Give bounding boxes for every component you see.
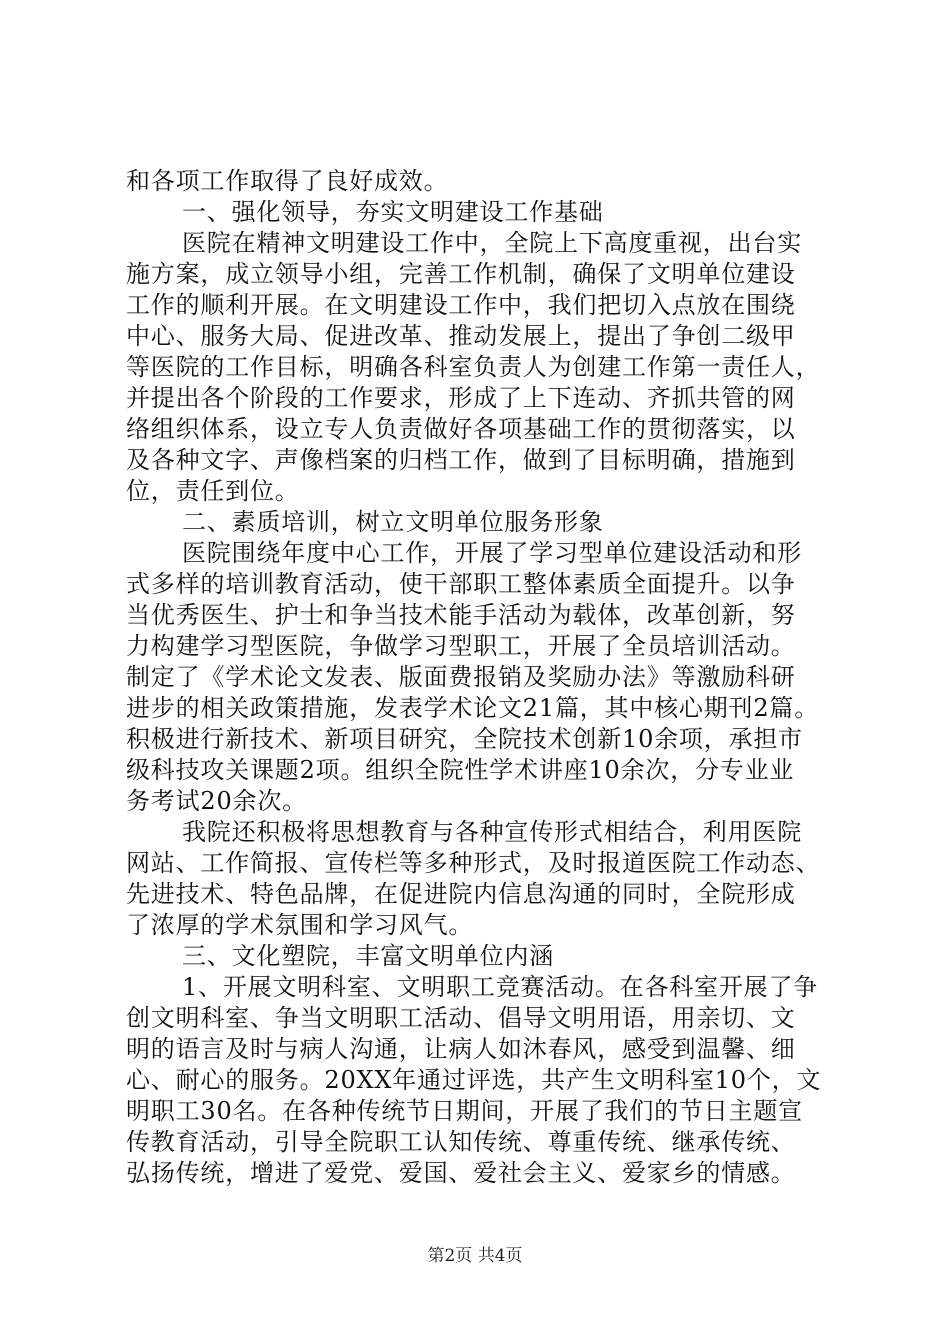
body-text-line: 传教育活动，引导全院职工认知传统、尊重传统、继承传统、 (126, 1128, 796, 1156)
body-text-line: 创文明科室、争当文明职工活动、倡导文明用语，用亲切、文 (126, 1004, 796, 1032)
body-text-line: 中心、服务大局、促进改革、推动发展上，提出了争创二级甲 (126, 322, 796, 350)
paragraph-start-line: 医院围绕年度中心工作，开展了学习型单位建设活动和形 (182, 539, 802, 567)
body-text-line: 务考试20余次。 (126, 787, 307, 815)
body-text-line: 弘扬传统，增进了爱党、爱国、爱社会主义、爱家乡的情感。 (126, 1159, 796, 1187)
body-text-line: 制定了《学术论文发表、版面费报销及奖励办法》等激励科研 (126, 663, 796, 691)
body-text-line: 位，责任到位。 (126, 477, 300, 505)
document-body (126, 166, 838, 1189)
body-text-line: 式多样的培训教育活动，使干部职工整体素质全面提升。以争 (126, 570, 796, 598)
section-heading: 三、文化塑院，丰富文明单位内涵 (182, 942, 554, 970)
body-text-line: 心、耐心的服务。20XX年通过评选，共产生文明科室10个，文 (126, 1066, 822, 1094)
section-heading: 一、强化领导，夯实文明建设工作基础 (182, 198, 604, 226)
body-text-line: 和各项工作取得了良好成效。 (126, 167, 449, 195)
body-text-line: 先进技术、特色品牌，在促进院内信息沟通的同时，全院形成 (126, 880, 796, 908)
body-text-line: 力构建学习型医院，争做学习型职工，开展了全员培训活动。 (126, 632, 796, 660)
page-number-label: 第2页 共4页 (427, 1246, 523, 1266)
body-text-line: 级科技攻关课题2项。组织全院性学术讲座10余次，分专业业 (126, 756, 795, 784)
paragraph-start-line: 我院还积极将思想教育与各种宣传形式相结合，利用医院 (182, 818, 802, 846)
body-text-line: 网站、工作简报、宣传栏等多种形式，及时报道医院工作动态、 (126, 849, 821, 877)
body-text-line: 及各种文字、声像档案的归档工作，做到了目标明确，措施到 (126, 446, 796, 474)
body-text-line: 明职工30名。在各种传统节日期间，开展了我们的节日主题宣 (126, 1097, 803, 1125)
page-footer (0, 1244, 950, 1268)
section-heading: 二、素质培训，树立文明单位服务形象 (182, 508, 604, 536)
body-text-line: 络组织体系，设立专人负责做好各项基础工作的贯彻落实，以 (126, 415, 796, 443)
body-text-line: 当优秀医生、护士和争当技术能手活动为载体，改革创新，努 (126, 601, 796, 629)
body-text-line: 工作的顺利开展。在文明建设工作中，我们把切入点放在围绕 (126, 291, 796, 319)
paragraph-start-line: 医院在精神文明建设工作中，全院上下高度重视，出台实 (182, 229, 802, 257)
body-text-line: 了浓厚的学术氛围和学习风气。 (126, 911, 474, 939)
body-text-line: 施方案，成立领导小组，完善工作机制，确保了文明单位建设 (126, 260, 796, 288)
body-text-line: 明的语言及时与病人沟通，让病人如沐春风，感受到温馨、细 (126, 1035, 796, 1063)
body-text-line: 进步的相关政策措施，发表学术论文21篇，其中核心期刊2篇。 (126, 694, 820, 722)
body-text-line: 等医院的工作目标，明确各科室负责人为创建工作第一责任人， (126, 353, 821, 381)
paragraph-start-line: 1、开展文明科室、文明职工竞赛活动。在各科室开展了争 (182, 973, 819, 1001)
body-text-line: 积极进行新技术、新项目研究，全院技术创新10余项，承担市 (126, 725, 803, 753)
body-text-line: 并提出各个阶段的工作要求，形成了上下连动、齐抓共管的网 (126, 384, 796, 412)
